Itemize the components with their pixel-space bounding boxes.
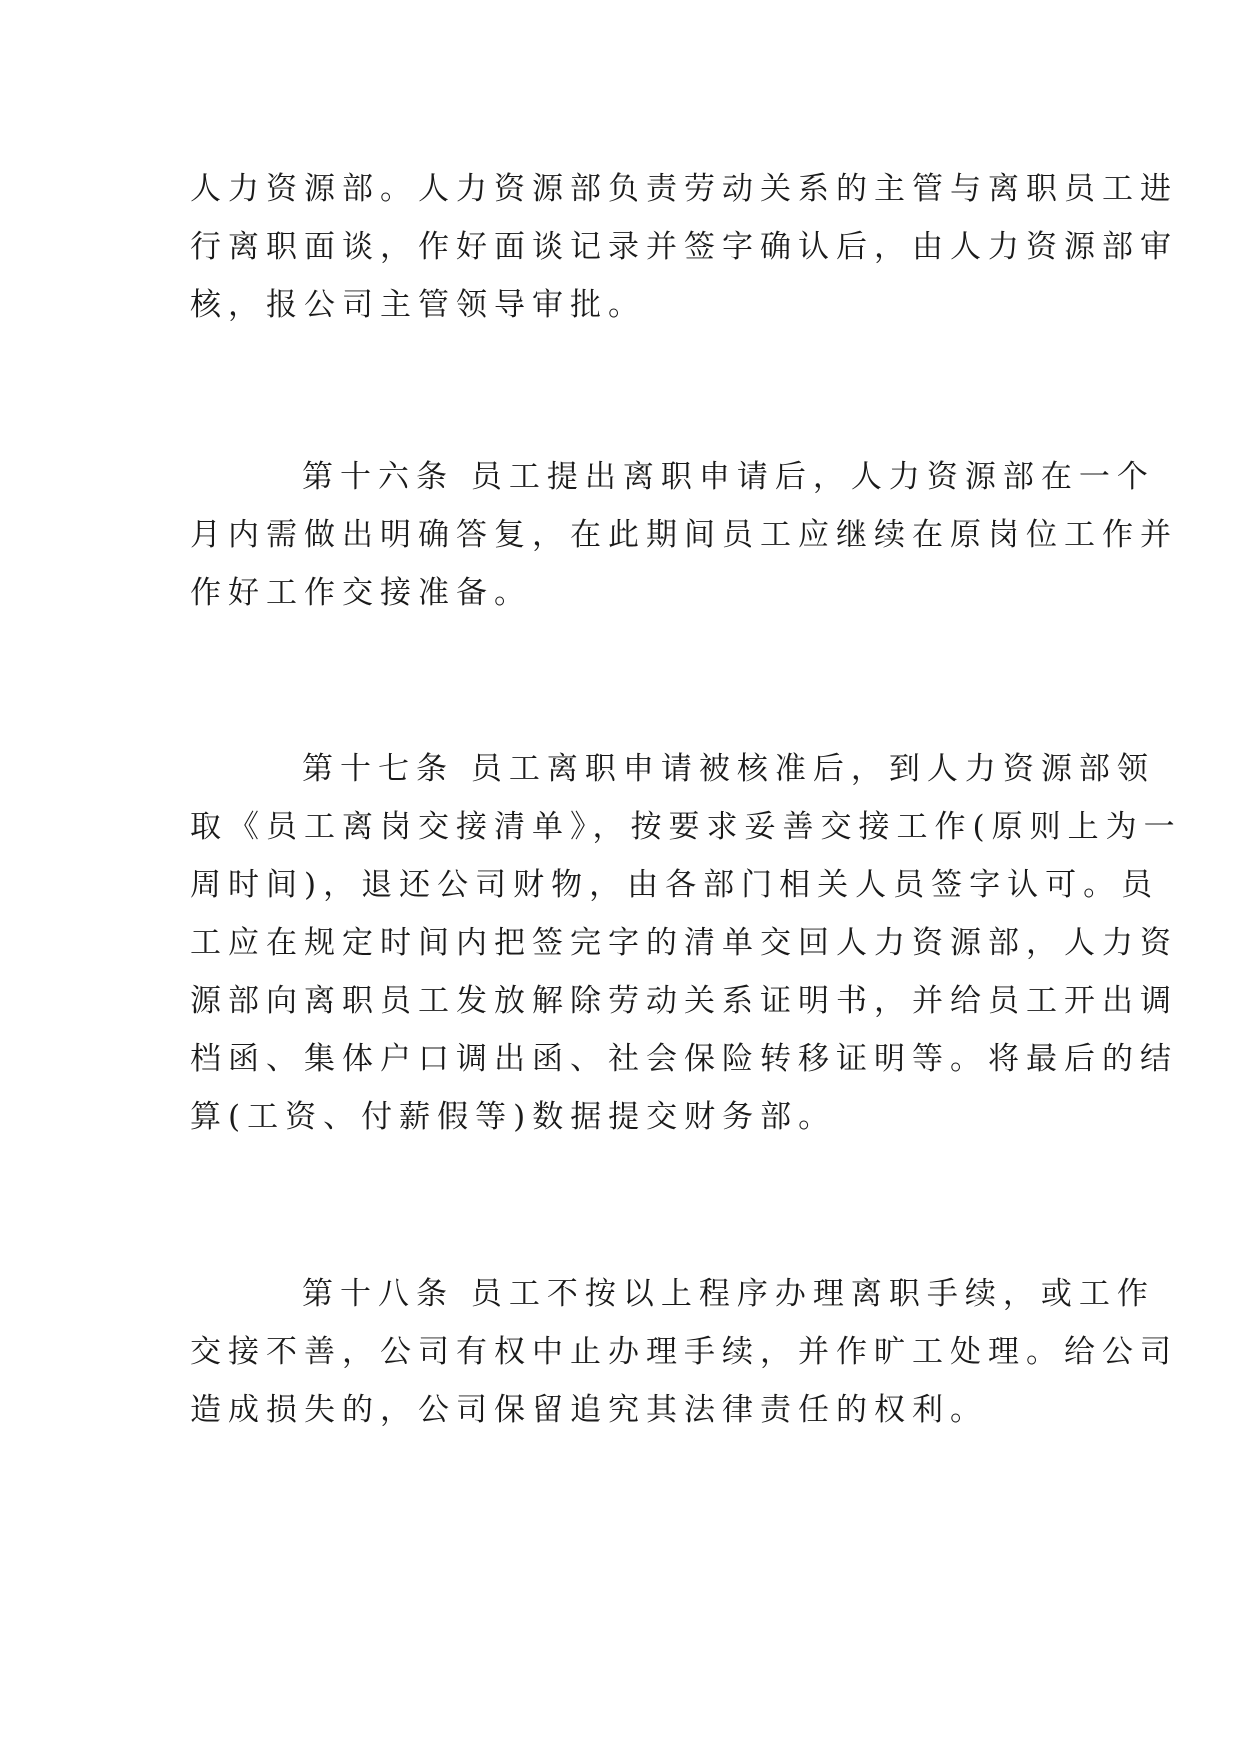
text-line: 第十六条 员工提出离职申请后，人力资源部在一个 — [302, 459, 1155, 495]
text-line: 算(工资、付薪假等)数据提交财务部。 — [190, 1099, 837, 1135]
text-line: 工应在规定时间内把签完字的清单交回人力资源部，人力资 — [190, 925, 1178, 961]
text-line: 行离职面谈，作好面谈记录并签字确认后，由人力资源部审 — [190, 229, 1178, 265]
text-line: 月内需做出明确答复，在此期间员工应继续在原岗位工作并 — [190, 517, 1178, 553]
paragraph-article-18 — [190, 1265, 1178, 1439]
text-line: 交接不善，公司有权中止办理手续，并作旷工处理。给公司 — [190, 1334, 1178, 1370]
paragraph-continuation — [190, 160, 1178, 334]
paragraph-article-17 — [190, 740, 1182, 1146]
text-line: 第十七条 员工离职申请被核准后，到人力资源部领 — [302, 751, 1155, 787]
text-line: 取《员工离岗交接清单》，按要求妥善交接工作(原则上为一 — [190, 809, 1182, 845]
text-line: 源部向离职员工发放解除劳动关系证明书，并给员工开出调 — [190, 983, 1178, 1019]
text-line: 周时间)，退还公司财物，由各部门相关人员签字认可。员 — [190, 867, 1160, 903]
text-line: 档函、集体户口调出函、社会保险转移证明等。将最后的结 — [190, 1041, 1178, 1077]
paragraph-article-16 — [190, 448, 1178, 622]
text-line: 造成损失的，公司保留追究其法律责任的权利。 — [190, 1392, 988, 1428]
text-line: 核，报公司主管领导审批。 — [190, 287, 646, 323]
text-line: 人力资源部。人力资源部负责劳动关系的主管与离职员工进 — [190, 171, 1178, 207]
text-line: 作好工作交接准备。 — [190, 575, 532, 611]
text-line: 第十八条 员工不按以上程序办理离职手续，或工作 — [302, 1276, 1155, 1312]
